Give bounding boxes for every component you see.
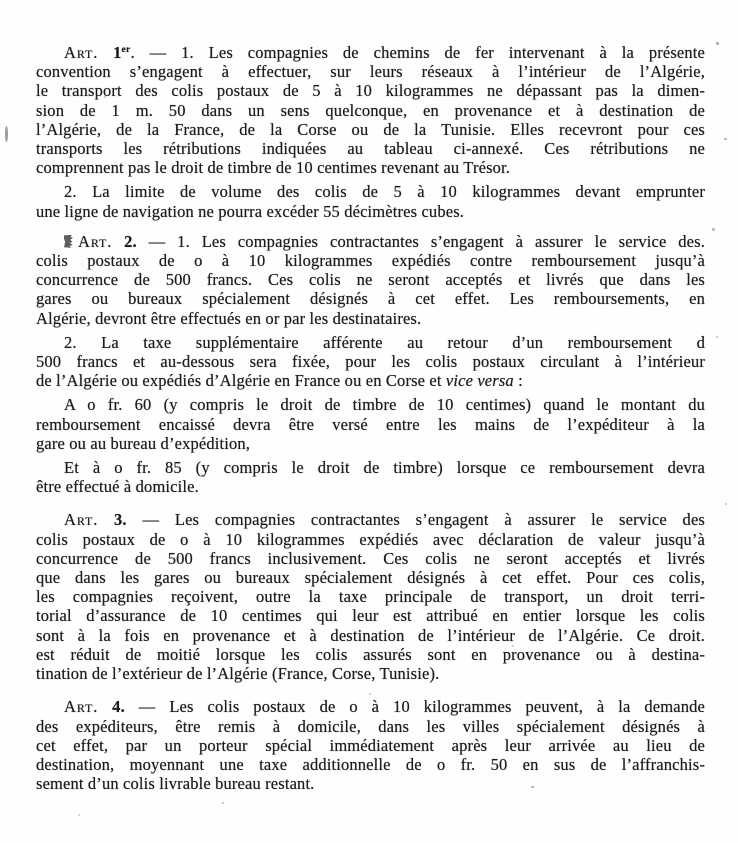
text-segment: cet effet, par un porteur spécial immédiatement après leur arrivée au lieu de xyxy=(36,735,705,755)
text-line xyxy=(36,717,705,736)
text-segment: 3. xyxy=(114,510,127,530)
text-segment: Art. xyxy=(64,43,99,62)
text-segment: est réduit de moitié lorsque les colis assurés sont en provenance ou à destina- xyxy=(36,644,705,664)
text-segment: que dans les gares ou bureaux spécialement désignés à cet effet. Pour ces colis, xyxy=(36,568,705,588)
text-segment: — Les colis postaux de o à 10 kilogrammes peuvent, à la demande xyxy=(124,697,705,717)
text-segment: Art. xyxy=(64,510,99,530)
text-segment: colis postaux de o à 10 kilogrammes expédiés contre remboursement jusqu’à xyxy=(36,251,705,271)
text-segment: des expéditeurs, être remis à domicile, dans les villes spécialement désignés à xyxy=(36,716,705,736)
scan-speck xyxy=(716,42,719,45)
text-segment: 2. La limite de volume des colis de 5 à 10 kilogrammes devant emprunter xyxy=(64,182,705,202)
scan-speck xyxy=(104,96,106,98)
scan-speck xyxy=(725,503,727,505)
text-line xyxy=(36,333,705,352)
text-segment: gares ou bureaux spécialement désignés à cet effet. Les remboursements, en xyxy=(36,289,705,309)
text-segment: sement d’un colis livrable bureau restant. xyxy=(36,774,315,794)
text-line xyxy=(36,352,705,371)
text-line xyxy=(36,81,705,100)
text-line xyxy=(36,101,705,120)
text-segment: remboursement encaissé devra être versé entre les mains de l’expéditeur à la xyxy=(36,414,705,434)
text-line xyxy=(36,510,705,529)
text-segment: concurrence de 500 francs. Ces colis ne seront acceptés et livrés que dans les xyxy=(36,270,705,290)
text-line xyxy=(36,139,705,158)
text-segment: une ligne de navigation ne pourra excéder 55 décimètres cubes. xyxy=(36,201,465,221)
scan-speck xyxy=(712,228,715,231)
text-segment xyxy=(98,43,113,62)
text-line xyxy=(36,395,705,414)
paragraph-article-2 xyxy=(36,232,705,328)
scan-speck xyxy=(512,645,514,647)
text-segment: destination, moyennant une taxe additionnelle de o fr. 50 en sus de l’affranchis- xyxy=(36,754,705,774)
text-line xyxy=(36,736,705,755)
paragraph-article-3 xyxy=(36,510,705,683)
paragraph-article-1-clause-2 xyxy=(36,182,705,220)
paragraph-article-4 xyxy=(36,697,705,793)
text-line xyxy=(36,755,705,774)
scan-speck xyxy=(222,802,224,804)
text-line xyxy=(36,697,705,716)
text-segment: er xyxy=(121,45,131,55)
text-line xyxy=(36,182,705,201)
text-segment: Algérie, devront être effectués en or par les destinataires. xyxy=(36,308,422,328)
text-line xyxy=(36,587,705,606)
text-line xyxy=(36,251,705,270)
text-line xyxy=(36,458,705,477)
text-segment: Art. xyxy=(78,231,113,251)
text-segment: concurrence de 500 francs inclusivement. Ces colis ne seront acceptés et livrés xyxy=(36,548,705,568)
text-line xyxy=(36,232,705,251)
scan-speck xyxy=(369,693,371,695)
text-segment: 2. xyxy=(124,231,137,251)
paragraph-article-2-clause-2 xyxy=(36,333,705,391)
text-line xyxy=(36,120,705,139)
text-line xyxy=(36,270,705,289)
text-segment: 2. La taxe supplémentaire afférente au retour d’un remboursement d xyxy=(64,332,705,352)
text-segment: convention s’engagent à effectuer, sur leurs réseaux à l’intérieur de l’Algérie, xyxy=(36,62,705,82)
paragraph-article-2-tariff-60 xyxy=(36,395,705,453)
text-line xyxy=(36,289,705,308)
text-line xyxy=(36,41,705,62)
text-segment: Et à o fr. 85 (y compris le droit de timbre) lorsque ce remboursement devra xyxy=(64,458,705,478)
text-segment: 1 xyxy=(113,43,122,62)
text-segment: : xyxy=(513,371,523,391)
text-segment: — Les compagnies contractantes s’engagent à assurer le service des xyxy=(126,510,705,530)
text-line xyxy=(36,202,705,221)
text-block xyxy=(36,30,705,793)
text-segment: . — 1. Les compagnies de chemins de fer intervenant à la présente xyxy=(130,43,706,62)
text-line xyxy=(36,549,705,568)
text-line xyxy=(36,626,705,645)
text-segment: gare ou au bureau d’expédition, xyxy=(36,433,251,453)
text-segment: l’Algérie, de la France, de la Corse ou de la Tunisie. Elles recevront pour ces xyxy=(36,119,705,139)
text-line xyxy=(36,477,705,496)
scan-speck xyxy=(78,814,80,816)
text-line xyxy=(36,606,705,625)
text-segment: transports les rétributions indiquées au tableau ci-annexé. Ces rétributions ne xyxy=(36,139,705,159)
text-segment: sont à la fois en provenance et à destination de l’intérieur de l’Algérie. Ce droit. xyxy=(36,625,705,645)
text-line xyxy=(36,158,705,177)
scan-speck xyxy=(724,138,727,140)
paragraph-article-2-tariff-85 xyxy=(36,458,705,496)
text-segment: 4. xyxy=(112,697,125,717)
text-line xyxy=(36,645,705,664)
text-line xyxy=(36,568,705,587)
text-segment xyxy=(98,697,112,716)
text-segment: sion de 1 m. 50 dans un sens quelconque, en provenance et à destination de xyxy=(36,100,705,120)
text-segment: le transport des colis postaux de 5 à 10 kilogrammes ne dépassant pas la dimen- xyxy=(36,81,705,101)
text-segment: être effectué à domicile. xyxy=(36,477,199,497)
text-segment: colis postaux de o à 10 kilogrammes expédiés avec déclaration de valeur jusqu’à xyxy=(36,529,705,549)
text-segment: les compagnies reçoivent, outre la taxe principale de transport, un droit terri- xyxy=(36,587,705,607)
paragraph-article-1 xyxy=(36,41,705,177)
scan-speck xyxy=(716,336,718,338)
text-segment: tination de l’extérieur de l’Algérie (France, Corse, Tunisie). xyxy=(36,664,440,684)
text-line xyxy=(36,434,705,453)
text-segment: torial d’assurance de 10 centimes qui leur est attribué en entier lorsque les colis xyxy=(36,606,705,626)
text-segment xyxy=(112,232,124,251)
text-line xyxy=(36,62,705,81)
ink-smudge-mark xyxy=(64,235,73,248)
text-segment: comprennent pas le droit de timbre de 10 centimes revenant au Trésor. xyxy=(36,158,511,178)
text-segment: 500 francs et au-dessous sera fixée, pour les colis postaux circulant à l’intérieur xyxy=(36,352,705,372)
text-line xyxy=(36,774,705,793)
text-segment: vice versa xyxy=(445,371,514,391)
text-segment xyxy=(98,510,114,529)
text-segment: de l’Algérie ou expédiés d’Algérie en France ou en Corse et xyxy=(36,371,446,391)
text-line xyxy=(36,664,705,683)
text-line xyxy=(36,415,705,434)
text-segment: A o fr. 60 (y compris le droit de timbre de 10 centimes) quand le montant du xyxy=(64,395,705,415)
text-segment: — 1. Les compagnies contractantes s’engagent à assurer le service des. xyxy=(136,231,705,251)
scan-speck xyxy=(5,126,8,142)
text-line xyxy=(36,530,705,549)
text-line xyxy=(36,309,705,328)
text-segment: Art. xyxy=(64,697,99,717)
scan-speck xyxy=(531,786,534,788)
text-line xyxy=(36,371,705,390)
